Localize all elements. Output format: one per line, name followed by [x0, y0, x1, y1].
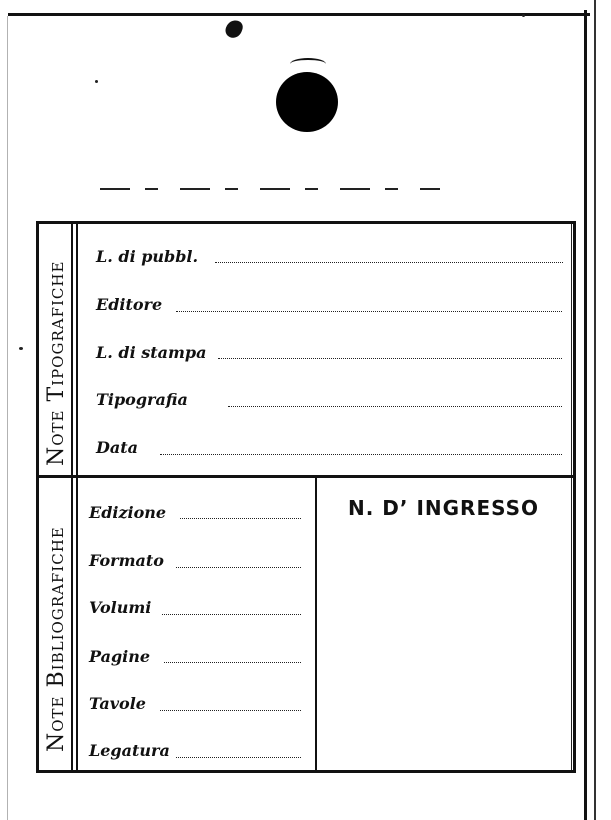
field-label-formato: Formato: [89, 551, 164, 570]
title-column-rule: [71, 224, 73, 770]
ink-blot: [223, 18, 244, 40]
field-label-data: Data: [96, 438, 138, 457]
ingresso-separator: [315, 478, 317, 770]
field-line-editore[interactable]: [176, 311, 562, 312]
speck: [522, 14, 525, 17]
tear-line: [100, 188, 440, 190]
field-line-tavole[interactable]: [160, 710, 301, 711]
card-right-edge: [584, 10, 587, 820]
speck: [19, 347, 23, 350]
speck: [95, 80, 98, 83]
field-line-tipografia[interactable]: [228, 406, 562, 407]
section-title-bibliografiche: Note Bibliografiche: [44, 526, 69, 752]
ingresso-number-label: N. D’ INGRESSO: [348, 496, 540, 520]
punch-hole-arc: [290, 58, 326, 70]
punch-hole: [276, 72, 338, 132]
field-line-volumi[interactable]: [162, 614, 301, 615]
field-line-luogo-pubblicazione[interactable]: [215, 262, 563, 263]
field-line-formato[interactable]: [176, 567, 301, 568]
field-label-editore: Editore: [96, 295, 163, 314]
field-label-tipografia: Tipografia: [96, 390, 188, 409]
frame-inner-right-rule: [571, 224, 572, 770]
field-line-data[interactable]: [160, 454, 562, 455]
title-column-rule-inner: [76, 224, 78, 770]
section-title-tipografiche: Note Tipografiche: [44, 260, 69, 466]
field-label-edizione: Edizione: [89, 503, 167, 522]
field-label-volumi: Volumi: [89, 598, 152, 617]
field-line-luogo-stampa[interactable]: [218, 358, 562, 359]
field-line-legatura[interactable]: [176, 757, 301, 758]
field-label-legatura: Legatura: [89, 741, 170, 760]
card-left-edge: [7, 16, 8, 820]
field-label-tavole: Tavole: [89, 694, 146, 713]
field-label-luogo-pubblicazione: L. di pubbl.: [96, 247, 199, 266]
field-line-edizione[interactable]: [180, 518, 301, 519]
field-line-pagine[interactable]: [164, 662, 301, 663]
card-top-edge: [8, 13, 590, 16]
card-right-edge-outer: [594, 0, 596, 820]
field-label-luogo-stampa: L. di stampa: [96, 343, 207, 362]
section-separator: [39, 475, 576, 478]
field-label-pagine: Pagine: [89, 647, 151, 666]
